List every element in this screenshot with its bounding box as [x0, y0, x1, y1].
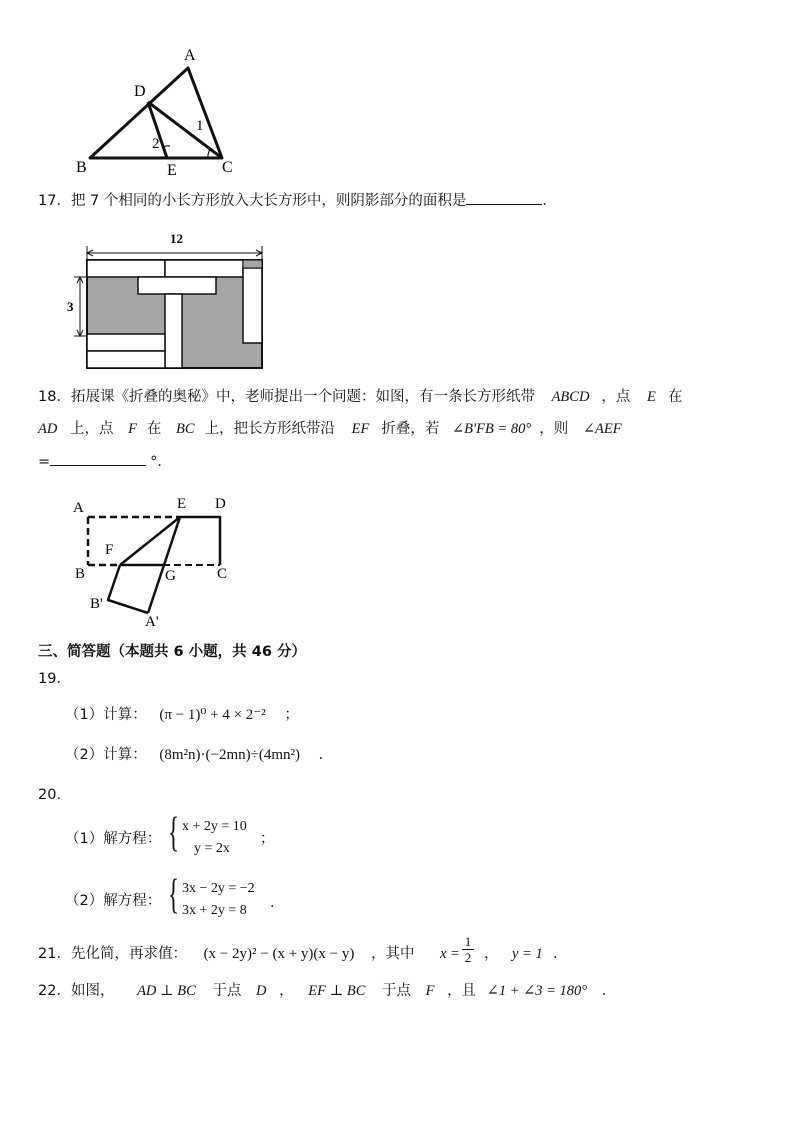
q19-number: 19． [38, 671, 71, 687]
q20-part2-label: （2）解方程： [65, 893, 162, 909]
q20-part1-system [182, 816, 247, 860]
q19-p2-expr: (8m²n)·(−2mn)÷(4mn²) [159, 747, 300, 763]
q21-end: ． [553, 946, 568, 962]
q21-expr: (x − 2y)² − (x + y)(x − y) [203, 946, 355, 962]
q21-mid: ，其中 [370, 946, 415, 962]
q20-number: 20． [38, 787, 71, 803]
q18-t4: 折叠，若 [381, 421, 440, 437]
q18-condition: ∠B′FB = 80° [452, 421, 532, 437]
q17-text: 17．把 7 个相同的小长方形放入大长方形中，则阴影部分的面积是 [38, 193, 467, 209]
q20-part2-brace: { [168, 872, 180, 918]
question-17 [38, 190, 557, 211]
question-21 [38, 944, 414, 964]
q19-p1-label: （1）计算： [65, 707, 147, 723]
q20-part2-system [182, 878, 255, 922]
q22-end: ． [601, 983, 617, 999]
q21-x-eq: x = [440, 946, 460, 962]
question-18-line2 [38, 419, 622, 439]
q20-p1-end: ； [260, 831, 275, 847]
label-angle-1: 1 [196, 118, 204, 134]
q18-prefix: 18．拓展课《折叠的奥秘》中，老师提出一个问题：如图，有一条长方形纸带 [38, 389, 535, 405]
fig18-label-a: A [73, 500, 84, 516]
label-c: C [222, 159, 233, 176]
q22-comma: ， [279, 983, 294, 999]
q21-y-eq: y = 1 [512, 946, 543, 962]
fig18-label-b: B [75, 566, 86, 582]
q19-p1-end: ； [284, 707, 299, 723]
q19-part1 [65, 705, 299, 725]
q20-p2-end: ． [270, 895, 285, 911]
q18-t3: 上，把长方形纸带沿 [204, 421, 336, 437]
fig18-label-a-prime: A' [145, 614, 159, 630]
q22-t3: ，且 [447, 983, 477, 999]
q19-p1-expr: (π − 1)⁰ + 4 × 2⁻² [159, 707, 266, 723]
q22-text: 22．如图， [38, 983, 115, 999]
question-22 [38, 981, 616, 1001]
q18-ask: ∠AEF [582, 421, 622, 437]
fig18-label-f: F [105, 542, 114, 558]
q18-rect-abcd: ABCD [551, 389, 590, 405]
folded-strip-figure-q18 [65, 490, 250, 630]
q21-text: 21．先化简，再求值： [38, 946, 187, 962]
q19-p2-label: （2）计算： [65, 747, 147, 763]
q22-point-d: D [256, 983, 267, 999]
q22-cond2: EF ⊥ BC [308, 983, 366, 999]
q19-p2-end: ． [318, 747, 334, 763]
q20-p2-eq2: 3x + 2y = 8 [182, 903, 247, 918]
q18-t1: 上，点 [69, 421, 114, 437]
q18-mid: ，点 [601, 389, 631, 405]
q17-end: ． [542, 193, 557, 209]
q18-ad: AD [38, 421, 58, 437]
width-label: 12 [170, 231, 183, 246]
q21-comma: ， [484, 946, 499, 962]
label-e: E [167, 162, 177, 179]
fig18-label-e: E [177, 496, 187, 512]
q21-frac-num: 1 [462, 934, 474, 950]
q18-point-e: E [647, 389, 656, 405]
fig18-label-c: C [217, 566, 228, 582]
q22-cond3: ∠1 + ∠3 = 180° [486, 983, 588, 999]
q18-eq: = [38, 454, 51, 470]
q22-point-f: F [425, 983, 435, 999]
q21-frac-den: 2 [464, 950, 472, 965]
q17-answer-blank [466, 190, 542, 205]
q18-tail: 在 [667, 389, 683, 405]
fig18-label-b-prime: B' [90, 596, 103, 612]
label-d: D [134, 83, 146, 100]
q19-part2 [65, 745, 333, 765]
fig18-label-d: D [215, 496, 226, 512]
label-a: A [184, 47, 196, 64]
q20-part1-label: （1）解方程： [65, 831, 162, 847]
q22-cond1: AD ⊥ BC [137, 983, 196, 999]
fig18-label-g: G [165, 568, 176, 584]
rectangle-figure-q17 [60, 228, 275, 373]
section-heading: 三、简答题（本题共 6 小题，共 46 分） [38, 644, 306, 660]
question-18-line1 [38, 387, 682, 407]
q18-f: F [128, 421, 137, 437]
q18-bc: BC [176, 421, 195, 437]
q20-p1-eq2: y = 2x [194, 841, 230, 856]
label-angle-2: 2 [152, 136, 160, 152]
q20-part1-brace: { [168, 810, 180, 856]
q21-fraction [462, 934, 474, 965]
q20-p1-eq1: x + 2y = 10 [182, 819, 247, 834]
triangle-figure-q16 [70, 40, 250, 180]
height-label: 3 [67, 299, 74, 314]
q18-answer-blank [50, 451, 146, 466]
q18-deg: °． [150, 454, 172, 470]
q18-t5: ，则 [539, 421, 569, 437]
question-18-line3 [38, 451, 172, 472]
q18-t2: 在 [146, 421, 162, 437]
q20-p2-eq1: 3x − 2y = −2 [182, 881, 255, 896]
q22-t1: 于点 [212, 983, 242, 999]
label-b: B [76, 159, 87, 176]
q18-ef: EF [351, 421, 370, 437]
q22-t2: 于点 [381, 983, 411, 999]
